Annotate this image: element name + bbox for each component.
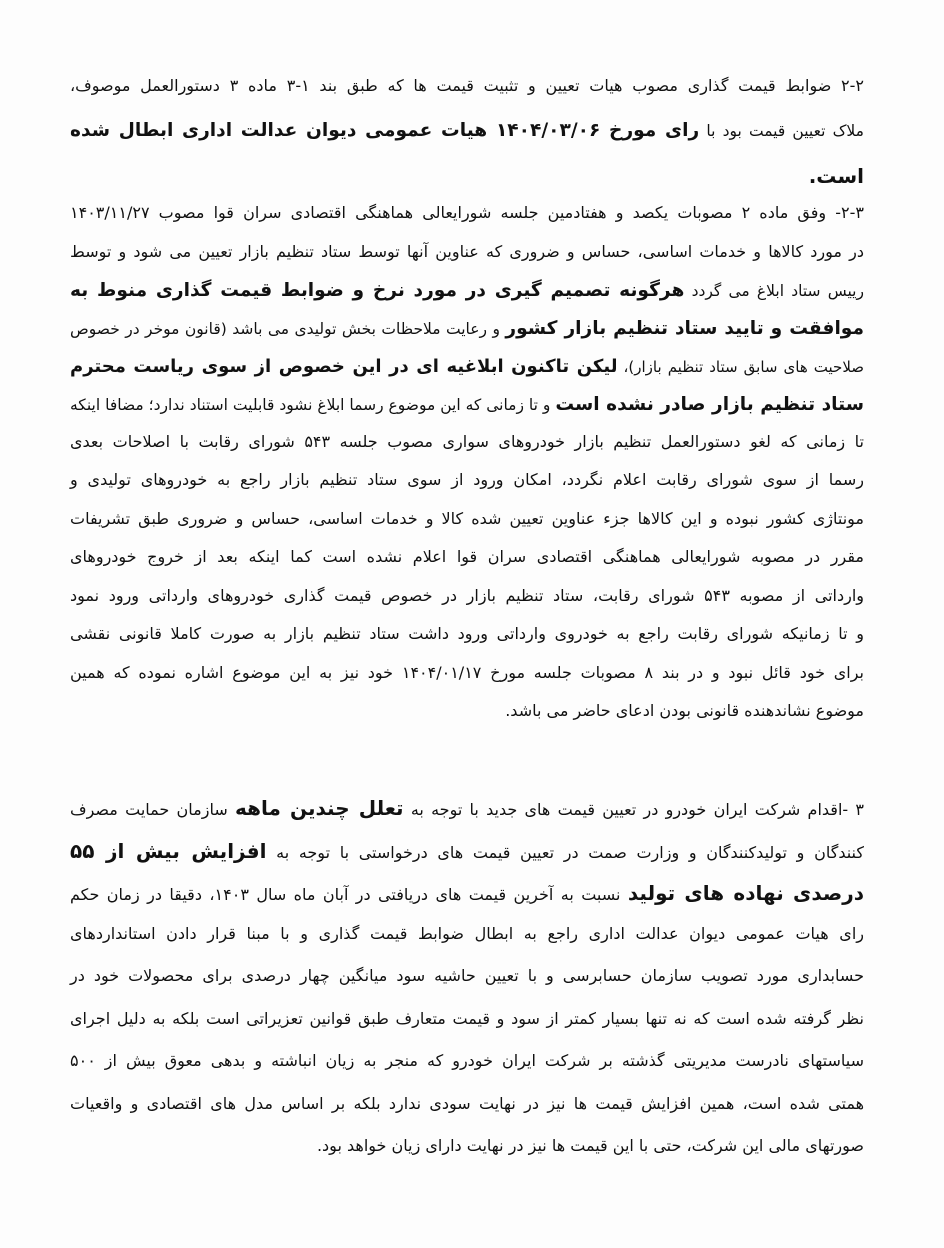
bold-text: است. — [808, 163, 864, 188]
bold-text: موافقت و تایید ستاد تنظیم بازار کشور — [505, 318, 864, 339]
text-line — [70, 881, 864, 905]
text-line — [70, 626, 864, 642]
text-line — [70, 78, 864, 94]
text-run: برای خود قائل نبود و در بند ۸ مصوبات جلسه مورخ ۱۴۰۴/۰۱/۱۷ خود نیز به این موضوع اشاره نموده که همین — [70, 662, 865, 682]
text-line — [70, 318, 864, 339]
text-run: تا زمانی که لغو دستورالعمل تنظیم بازار خودروهای سواری مصوب جلسه ۵۴۳ شورای رقابت با اصلاحات بعدی — [70, 431, 864, 451]
bold-text: افزایش بیش از ۵۵ — [70, 838, 267, 863]
bold-text: هرگونه تصمیم گیری در مورد نرخ و ضوابط قیمت گذاری منوط به — [70, 280, 685, 301]
text-run: نظر گرفته شده است که نه تنها بسیار کمتر از سود و قیمت متعارف طبق قوانین تعزیراتی است بلکه به دلیل اجرای — [70, 1008, 864, 1028]
text-run: سیاستهای نادرست مدیریتی گذشته بر شرکت ایران خودرو که منجر به زیان انباشته و بدهی معوق بیش از ۵۰۰ — [70, 1051, 864, 1070]
text-line — [70, 120, 864, 141]
text-line — [70, 923, 864, 943]
bold-text: رای مورخ ۱۴۰۴/۰۳/۰۶ هیات عمومی دیوان عدالت اداری ابطال شده — [70, 120, 700, 141]
text-run: رای هیات عمومی دیوان عدالت اداری راجع به ابطال ضوابط قیمت گذاری و با مبنا قرار دادن استانداردهای — [70, 923, 864, 943]
text-run: ۲-۲ ضوابط قیمت گذاری مصوب هیات تعیین و تثبیت قیمت ها که طبق بند ۱-۳ ماده ۳ دستورالعمل موصوف، — [70, 76, 864, 95]
text-run: کنندگان و تولیدکنندگان و وزارت صمت در تعیین قیمت های درخواستی با توجه به — [266, 842, 864, 862]
text-run: حسابداری مورد تصویب سازمان حسابرسی و با تعیین حاشیه سود میانگین چهار درصدی برای محصولات خود در — [70, 966, 864, 985]
text-line — [70, 662, 865, 682]
text-line — [70, 472, 864, 488]
text-run: ۳ -اقدام شرکت ایران خودرو در تعیین قیمت های جدید با توجه به — [403, 800, 864, 819]
text-run: مقرر در مصوبه شورایعالی هماهنگی اقتصادی سران قوا اعلام نشده است کما اینکه بعد از خروج خودروهای — [70, 547, 864, 566]
section-2-3 — [70, 205, 864, 742]
bold-text: لیکن تاکنون ابلاغیه ای در این خصوص از سوی ریاست محترم — [70, 356, 618, 377]
text-run: موضوع نشاندهنده قانونی بودن ادعای حاضر می باشد. — [505, 701, 864, 720]
text-line — [70, 1008, 864, 1028]
text-run: وارداتی از مصوبه ۵۴۳ شورای رقابت، ستاد تنظیم بازار در خصوص قیمت گذاری خودروهای وارداتی ورود نمود — [70, 585, 864, 605]
text-line — [70, 585, 864, 605]
text-line — [70, 1138, 864, 1154]
text-run: رییس ستاد ابلاغ می گردد — [684, 282, 864, 300]
text-line — [70, 241, 864, 261]
text-line — [70, 838, 864, 863]
text-line — [70, 796, 864, 820]
bold-text: درصدی نهاده های تولید — [627, 881, 864, 905]
text-run: همتی شده است، همین افزایش قیمت ها نیز در نهایت سودی ندارد بلکه بر اساس مدل های اقتصادی و واقعیات — [70, 1093, 864, 1113]
text-run: و تا زمانی که این موضوع رسما ابلاغ نشود قابلیت استناد ندارد؛ مضافا اینکه — [70, 395, 556, 414]
text-run: ۲-۳- وفق ماده ۲ مصوبات یکصد و هفتادمین جلسه شورایعالی هماهنگی اقتصادی سران قوا مصوب ۱۴۰۳/۱۱/۲۷ — [70, 203, 865, 222]
text-run: و رعایت ملاحظات بخش تولیدی می باشد (قانون موخر در خصوص — [70, 320, 506, 338]
text-line — [70, 1093, 864, 1113]
section-3 — [70, 798, 864, 1181]
text-line — [70, 163, 864, 188]
text-run: ملاک تعیین قیمت بود با — [699, 122, 864, 140]
section-2-2 — [70, 78, 864, 210]
text-line — [70, 1053, 864, 1069]
text-line — [70, 968, 864, 984]
text-run: مونتاژی کشور نبوده و این کالاها جزء عناوین تعیین شده کالا و خدمات اساسی، حساس و ضروری طبق تشریفات — [70, 508, 864, 528]
text-run: نسبت به آخرین قیمت های دریافتی در آبان ماه سال ۱۴۰۳، دقیقا در زمان حکم — [70, 885, 628, 904]
text-line — [70, 205, 864, 221]
text-run: و تا زمانیکه شورای رقابت راجع به خودروی وارداتی ورود داشت ستاد تنظیم بازار به صورت کاملا قانونی نقشی — [70, 624, 864, 643]
text-line — [70, 431, 864, 451]
text-run: صورتهای مالی این شرکت، حتی با این قیمت ها نیز در نهایت دارای زیان خواهد بود. — [316, 1136, 864, 1155]
text-run: در مورد کالاها و خدمات اساسی، حساس و ضروری که عناوین آنها توسط ستاد تنظیم بازار تعیین می شود و توسط — [70, 241, 864, 261]
text-line — [70, 280, 864, 301]
text-line — [70, 393, 864, 415]
text-run: سازمان حمایت مصرف — [70, 800, 235, 819]
text-line — [70, 356, 865, 377]
text-run: رسما از سوی شورای رقابت اعلام نگردد، امکان ورود از سوی ستاد تنظیم بازار راجع به خودروهای تولیدی و — [70, 470, 864, 489]
text-line — [70, 508, 864, 528]
bold-text: تعلل چندین ماهه — [234, 796, 404, 820]
text-run: صلاحیت های سابق ستاد تنظیم بازار)، — [617, 358, 865, 376]
text-line — [70, 549, 864, 565]
bold-text: ستاد تنظیم بازار صادر نشده است — [555, 393, 864, 415]
text-line — [70, 703, 864, 719]
